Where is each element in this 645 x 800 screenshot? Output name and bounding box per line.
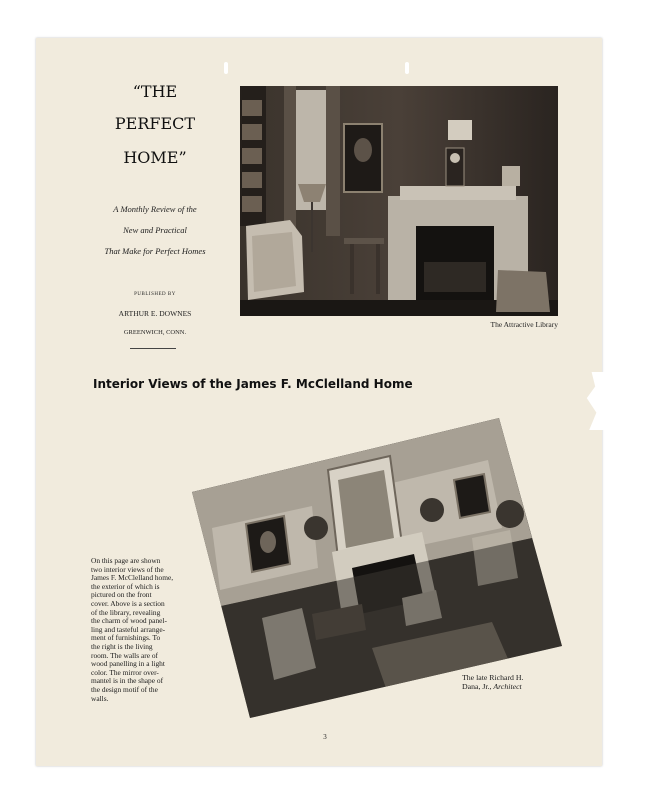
architect-name: Dana, Jr., <box>462 682 492 691</box>
body-line: mantel is in the shape of <box>91 676 164 686</box>
masthead-title-line-2: PERFECT <box>114 114 196 133</box>
article-heading: Interior Views of the James F. McClelland Home <box>93 377 413 391</box>
body-line: two interior views of the <box>91 564 164 574</box>
architect-caption-line-1: The late Richard H. <box>462 673 524 682</box>
architect-role: Architect <box>493 682 522 691</box>
publisher-name: ARTHUR E. DOWNES <box>118 309 192 318</box>
punch-hole <box>224 62 228 74</box>
body-line: of the library, revealing <box>91 607 161 617</box>
divider-rule <box>130 348 176 349</box>
body-line: ment of furnishings. To <box>91 633 161 643</box>
page-number: 3 <box>323 733 327 741</box>
body-line: pictured on the front <box>91 590 152 600</box>
masthead-title-line-1: “THE <box>132 82 178 101</box>
body-line: the right is the living <box>91 641 153 651</box>
body-line: the design motif of the <box>91 684 158 694</box>
article-body <box>91 557 194 703</box>
body-line: walls. <box>91 693 109 703</box>
body-line: On this page are shown <box>91 556 161 565</box>
body-line: cover. Above is a section <box>91 598 165 608</box>
body-line: wood panelling in a light <box>91 659 165 669</box>
masthead-title-line-3: HOME” <box>123 148 187 167</box>
library-caption: The Attractive Library <box>490 320 558 329</box>
body-line: ling and tasteful arrange- <box>91 624 166 634</box>
body-line: color. The mirror over- <box>91 667 159 677</box>
published-by-label: PUBLISHED BY <box>134 292 176 297</box>
architect-caption <box>462 673 572 691</box>
body-line: room. The walls are of <box>91 650 158 660</box>
subtitle-line-3: That Make for Perfect Homes <box>104 246 206 256</box>
architect-caption-line-2 <box>462 682 572 691</box>
subtitle-line-1: A Monthly Review of the <box>113 204 197 214</box>
body-line: the charm of wood panel- <box>91 616 167 626</box>
body-line: James F. McClelland home, <box>91 573 174 583</box>
subtitle-line-2: New and Practical <box>123 225 187 235</box>
library-photo <box>240 86 558 316</box>
body-line: the exterior of which is <box>91 581 160 591</box>
publisher-place: GREENWICH, CONN. <box>123 329 187 336</box>
punch-hole <box>405 62 409 74</box>
